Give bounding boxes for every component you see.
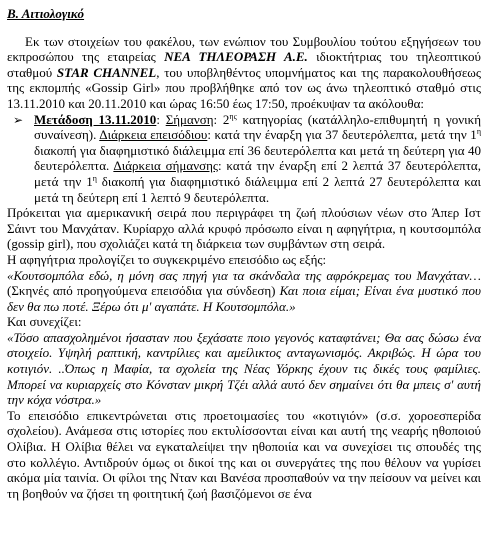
- intro-paragraph: [7, 34, 481, 112]
- quote1-stage-note: (Σκηνές από προηγούμενα επεισόδια για σύνδεση): [7, 283, 276, 299]
- marking-duration-label: Διάρκεια σήμανσης: [113, 158, 219, 174]
- broadcast-date-label: Μετάδοση 13.11.2010: [34, 111, 157, 127]
- narrator-quote-2: «Τόσο απασχολημένοι ήσασταν που ξεχάσατε ποιο γεγονός καταφτάνει; Θα σας δώσω ένα στοιχείο. Υψηλή ραπτική, καντρίλιες και αμείλικτος ανταγωνισμός. Ακριβώς. Η ώρα του κοτιγιόν. ..Όπως η Μαφία, τα σχολεία της Νέας Υόρκης έχουν τις δικές τους φαμίλιες. Μπορεί να κυριαρχείς στο Κόνσταν μικρή Τζέι αλλά αυτό δεν σημαίνει ότι θα μπεις σ' αυτή την κόχα νόστρα.»: [7, 329, 481, 408]
- episode-paragraph: Το επεισόδιο επικεντρώνεται στις προετοιμασίες του «κοτιγιόν» (σ.σ. χοροεσπερίδα σχολείου). Ανάμεσα στις ιστορίες που εκτυλίσσονται είναι και αυτή της νεαρής ηθοποιού Ολίβια. Η Ολίβια θέλει να εγκαταλείψει την ηθοποιία και να συνεχίσει τις σπουδές της στο κολλέγιο. Αντιδρούν όμως οι δικοί της και οι συνεργάτες της που θέλουν να γυρίσει ακόμα μία ταινία. Οι φίλοι της Νταν και Βανέσα προσπαθούν να την πείσουν να μείνει και τη βοηθούν να ζήσει τη φοιτητική ζωή βασιζόμενοι σε ένα: [7, 407, 481, 501]
- marking-duration-text-a: : κατά την έναρξη επί 2 λεπτά 37 δευτερόλεπτα, μετά την 1: [34, 158, 481, 189]
- station-name: STAR CHANNEL: [56, 64, 157, 80]
- marking-text-b: κατηγορίας (κατάλληλο-επιθυμητή η γονική συναίνεση).: [34, 111, 481, 143]
- episode-duration-text-b: διακοπή για διαφημιστικό διάλειμμα επί 36 δευτερόλεπτα και μετά τη δεύτερη για 40 δευτερόλεπτα.: [34, 142, 481, 174]
- intro-text-3: , του υποβληθέντος υπομνήματος και της παρακολουθήσεως της εκπομπής «Gossip Girl» που προβλήθηκε από τον ως άνω τηλεοπτικό σταθμό στις 13.11.2010 και 20.11.2010 και ώρας 16:50 έως 17:50, προέκυψαν τα ακόλουθα:: [7, 64, 481, 111]
- arrow-bullet-icon: ➢: [13, 112, 24, 127]
- marking-text-a: : 2: [213, 111, 230, 127]
- quote1-text-1: «Κουτσομπόλα εδώ, η μόνη σας πηγή για τα σκάνδαλα της αφρόκρεμας του Μανχάταν…: [7, 267, 481, 283]
- superscript-1: η: [476, 127, 481, 137]
- episode-duration-text-a: : κατά την έναρξη για 37 δευτερόλεπτα, μετά την 1: [207, 127, 477, 143]
- continues-line: Και συνεχίζει:: [7, 314, 82, 330]
- quote1-text-2: Και ποια είμαι; Είναι ένα μυστικό που δεν θα πω ποτέ. Ξέρω ότι μ' αγαπάτε. Η Κουτσομπόλα.»: [7, 283, 481, 314]
- marking-label: Σήμανση: [165, 111, 214, 127]
- narrator-quote-1: [7, 268, 481, 315]
- series-description: Πρόκειται για αμερικανική σειρά που περιγράφει τη ζωή πλούσιων νέων στο Άπερ Ιστ Σάιντ του Μανχάταν. Κυρίαρχο αλλά κρυφό πρόσωπο είναι η αφηγήτρια, η κουτσομπόλα (gossip girl), που σχολιάζει κατά τη διάρκεια των συμβάντων στη σειρά.: [7, 205, 481, 252]
- intro-text-2: ιδιοκτήτριας του τηλεοπτικού σταθμού: [7, 49, 481, 80]
- colon-text: :: [156, 111, 166, 127]
- section-heading: Β. Αιτιολογικό: [7, 6, 85, 21]
- intro-text-1: Εκ των στοιχείων του φακέλου, των ενώπιον του Συμβουλίου τούτου εξηγήσεων του εκπροσώπου της εταιρείας: [7, 33, 481, 65]
- broadcast-details: [34, 112, 481, 206]
- narrator-intro: Η αφηγήτρια προλογίζει το συγκεκριμένο επεισόδιο ως εξής:: [7, 251, 327, 267]
- marking-duration-text-b: διακοπή για διαφημιστικό διάλειμμα επί 2 λεπτά 27 δευτερόλεπτα και μετά τη δεύτερη επί 1 λεπτό 9 δευτερόλεπτα.: [34, 173, 481, 205]
- superscript-2: η: [92, 173, 97, 183]
- broadcast-bullet: [7, 112, 481, 206]
- marking-superscript: ης: [229, 111, 237, 121]
- episode-duration-label: Διάρκεια επεισόδιου: [99, 127, 208, 143]
- company-name: ΝΕΑ ΤΗΛΕΟΡΑΣΗ Α.Ε.: [164, 49, 308, 65]
